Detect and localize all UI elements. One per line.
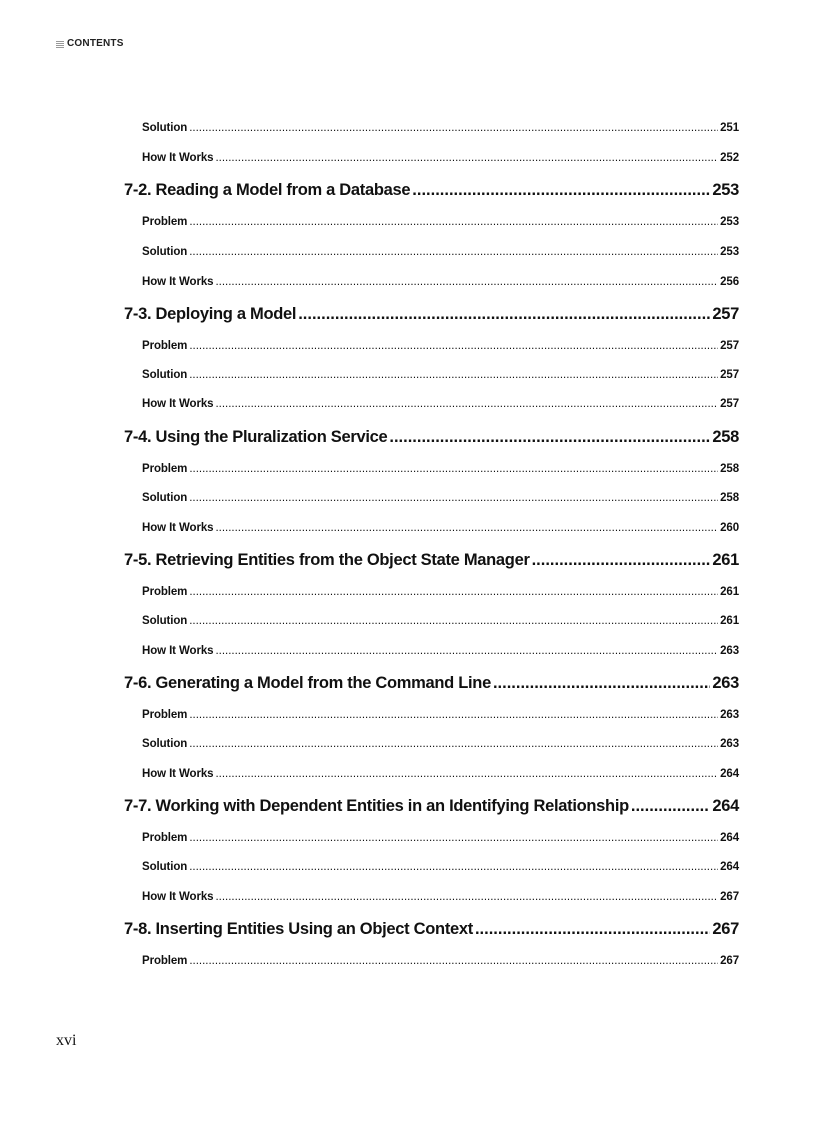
toc-entry-page: 253 [720,216,739,228]
toc-subsection-entry[interactable] [142,340,739,352]
dot-leader [215,398,718,410]
toc-section-entry[interactable] [124,428,739,447]
toc-subsection-entry[interactable] [142,492,739,504]
toc-entry-page: 260 [720,522,739,534]
dot-leader [189,369,718,381]
toc-entry-title: Solution [142,246,188,258]
dot-leader [493,674,710,693]
toc-entry-title: Problem [142,216,188,228]
toc-entry-page: 257 [720,369,739,381]
toc-entry-title: 7-8. Inserting Entities Using an Object Context [124,920,473,938]
toc-subsection-entry[interactable] [142,276,739,288]
dot-leader [189,861,718,873]
toc-entry-title: Solution [142,122,188,134]
dot-leader [189,615,718,627]
toc-entry-title: Problem [142,832,188,844]
dot-leader [189,492,718,504]
toc-entry-page: 263 [720,709,739,721]
toc-entry-title: Solution [142,738,188,750]
dot-leader [189,709,718,721]
toc-entry-page: 258 [720,463,739,475]
toc-entry-title: 7-2. Reading a Model from a Database [124,181,411,199]
dot-leader [215,152,718,164]
toc-subsection-entry[interactable] [142,768,739,780]
dot-leader [189,586,718,598]
toc-entry-title: How It Works [142,768,214,780]
dot-leader [389,428,710,447]
toc-section-entry[interactable] [124,305,739,324]
toc-entry-page: 257 [712,305,739,323]
dot-leader [189,463,718,475]
dot-leader [189,216,718,228]
dot-leader [412,181,710,200]
toc-entry-page: 267 [720,891,739,903]
toc-subsection-entry[interactable] [142,615,739,627]
toc-entry-title: Solution [142,492,188,504]
toc-section-entry[interactable] [124,181,739,200]
toc-entry-page: 263 [712,674,739,692]
toc-entry-page: 261 [712,551,739,569]
toc-entry-page: 264 [720,768,739,780]
toc-entry-title: Problem [142,955,188,967]
toc-entry-page: 256 [720,276,739,288]
dot-leader [189,340,718,352]
toc-subsection-entry[interactable] [142,369,739,381]
toc-subsection-entry[interactable] [142,152,739,164]
toc-entry-title: How It Works [142,891,214,903]
toc-subsection-entry[interactable] [142,246,739,258]
toc-subsection-entry[interactable] [142,832,739,844]
toc-entry-page: 263 [720,738,739,750]
toc-subsection-entry[interactable] [142,586,739,598]
toc-entry-title: 7-7. Working with Dependent Entities in an Identifying Relationship [124,797,629,815]
running-header [56,38,124,49]
toc-entry-title: Solution [142,615,188,627]
toc-entry-title: 7-4. Using the Pluralization Service [124,428,388,446]
toc-entry-title: How It Works [142,398,214,410]
toc-section-entry[interactable] [124,551,739,570]
toc-section-entry[interactable] [124,920,739,939]
toc-entry-page: 257 [720,340,739,352]
toc-entry-page: 257 [720,398,739,410]
dot-leader [189,738,718,750]
toc-subsection-entry[interactable] [142,891,739,903]
toc-entry-title: Problem [142,463,188,475]
header-label: CONTENTS [67,38,124,49]
toc-entry-page: 261 [720,615,739,627]
toc-subsection-entry[interactable] [142,738,739,750]
toc-subsection-entry[interactable] [142,709,739,721]
toc-subsection-entry[interactable] [142,216,739,228]
toc-subsection-entry[interactable] [142,122,739,134]
dot-leader [189,955,718,967]
dot-leader [532,551,711,570]
toc-entry-title: Problem [142,709,188,721]
toc-entry-title: How It Works [142,152,214,164]
toc-entry-page: 264 [712,797,739,815]
toc-entry-title: 7-6. Generating a Model from the Command Line [124,674,491,692]
toc-entry-title: How It Works [142,276,214,288]
toc-entry-page: 258 [720,492,739,504]
toc-entry-title: 7-3. Deploying a Model [124,305,297,323]
toc-entry-page: 253 [712,181,739,199]
page-number: xvi [56,1032,77,1049]
toc-entry-page: 251 [720,122,739,134]
toc-entry-title: 7-5. Retrieving Entities from the Object State Manager [124,551,530,569]
dot-leader [215,645,718,657]
toc-section-entry[interactable] [124,674,739,693]
toc-subsection-entry[interactable] [142,645,739,657]
toc-entry-title: Problem [142,340,188,352]
dot-leader [189,122,718,134]
toc-entry-title: How It Works [142,645,214,657]
toc-entry-title: How It Works [142,522,214,534]
dot-leader [189,832,718,844]
toc-subsection-entry[interactable] [142,463,739,475]
toc-subsection-entry[interactable] [142,955,739,967]
dot-leader [475,920,710,939]
toc-entry-page: 261 [720,586,739,598]
toc-entry-page: 263 [720,645,739,657]
toc-entry-page: 252 [720,152,739,164]
toc-section-entry[interactable] [124,797,739,816]
toc-entry-page: 267 [720,955,739,967]
dot-leader [215,891,718,903]
dot-leader [215,522,718,534]
toc-subsection-entry[interactable] [142,522,739,534]
toc-entry-page: 253 [720,246,739,258]
toc-entry-page: 258 [712,428,739,446]
dot-leader [215,768,718,780]
toc-subsection-entry[interactable] [142,861,739,873]
dot-leader [189,246,718,258]
dot-leader [298,305,710,324]
toc-entry-page: 264 [720,832,739,844]
toc-entry-title: Solution [142,861,188,873]
header-bullet-icon [56,40,64,48]
dot-leader [215,276,718,288]
toc-entry-title: Solution [142,369,188,381]
toc-entry-page: 264 [720,861,739,873]
toc-entry-title: Problem [142,586,188,598]
toc-entry-page: 267 [712,920,739,938]
toc-subsection-entry[interactable] [142,398,739,410]
dot-leader [631,797,710,816]
